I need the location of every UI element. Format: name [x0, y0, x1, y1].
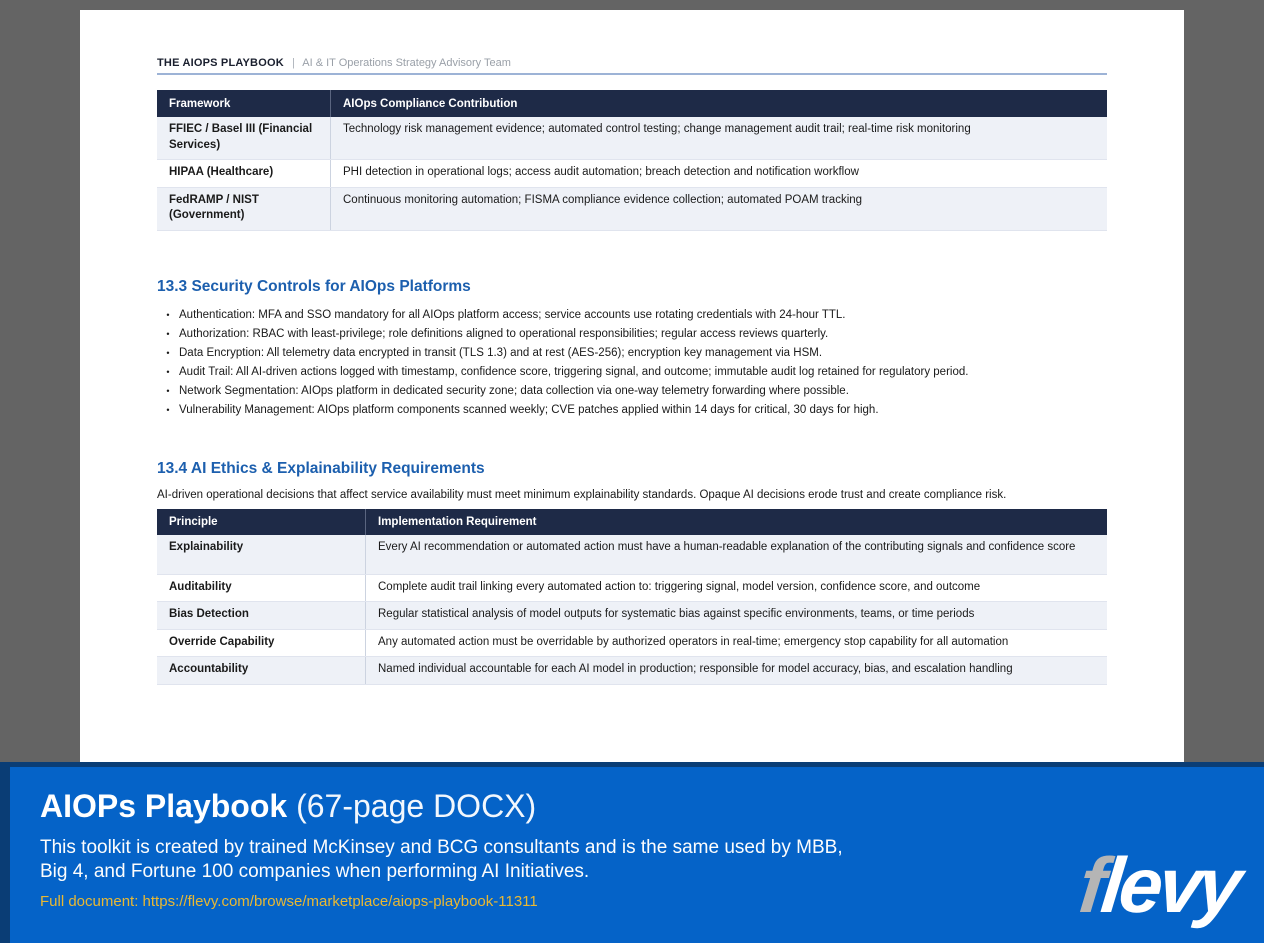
cell-requirement: Named individual accountable for each AI model in production; responsible for model accuracy, bias, and escalation handling [365, 657, 1107, 684]
running-header-subtitle: AI & IT Operations Strategy Advisory Team [302, 57, 511, 69]
security-controls-list [157, 306, 1107, 420]
cell-principle: Auditability [169, 580, 232, 593]
full-document-link[interactable]: Full document: https://flevy.com/browse/marketplace/aiops-playbook-11311 [40, 893, 538, 910]
cell-requirement: Every AI recommendation or automated action must have a human-readable explanation of the contributing signals and confidence score [365, 535, 1107, 574]
table-row [157, 117, 1107, 160]
flevy-logo [1075, 841, 1243, 929]
cell-requirement: Any automated action must be overridable by authorized operators in real-time; emergency stop capability for all automation [365, 630, 1107, 657]
promo-banner-frame [0, 762, 1264, 943]
bullet-text: Network Segmentation: AIOps platform in dedicated security zone; data collection via one-way telemetry forwarding where possible. [179, 384, 849, 397]
bullet-text: Vulnerability Management: AIOps platform components scanned weekly; CVE patches applied within 14 days for critical, 30 days for high. [179, 403, 879, 416]
cell-requirement: Regular statistical analysis of model outputs for systematic bias against specific environments, teams, or time periods [365, 602, 1107, 629]
cell-principle: Override Capability [169, 635, 275, 648]
cell-principle: Bias Detection [169, 608, 249, 620]
document-format-label: (67-page DOCX) [287, 788, 537, 824]
document-running-header [157, 57, 1107, 75]
cell-framework: FFIEC / Basel III (Financial Services) [169, 123, 313, 151]
bullet-icon: • [166, 328, 170, 339]
bullet-text: Data Encryption: All telemetry data encrypted in transit (TLS 1.3) and at rest (AES-256); encryption key management via HSM. [179, 346, 823, 359]
column-header-contribution: AIOps Compliance Contribution [330, 90, 1107, 117]
banner-description-line1: This toolkit is created by trained McKinsey and BCG consultants and is the same used by MBB, [40, 837, 843, 858]
section-intro-paragraph: AI-driven operational decisions that affect service availability must meet minimum explainability standards. Opaque AI decisions erode trust and create compliance risk. [157, 488, 1007, 501]
table-row [157, 602, 1107, 630]
cell-contribution: Continuous monitoring automation; FISMA compliance evidence collection; automated POAM tracking [330, 188, 1107, 230]
cell-framework: HIPAA (Healthcare) [169, 166, 274, 178]
section-heading-13-3: 13.3 Security Controls for AIOps Platforms [157, 277, 471, 295]
ethics-table [157, 509, 1107, 685]
cell-principle: Explainability [169, 540, 244, 553]
list-item [157, 344, 1107, 363]
table-row [157, 535, 1107, 575]
list-item [157, 363, 1107, 382]
compliance-table [157, 90, 1107, 231]
compliance-table-header [157, 90, 1107, 117]
running-header-separator: | [291, 57, 295, 69]
bullet-icon: • [166, 404, 170, 415]
list-item [157, 325, 1107, 344]
list-item [157, 401, 1107, 420]
table-row [157, 160, 1107, 188]
cell-framework: FedRAMP / NIST (Government) [169, 193, 259, 221]
banner-description-line2: Big 4, and Fortune 100 companies when performing AI Initiatives. [40, 861, 590, 882]
bullet-icon: • [166, 347, 170, 358]
bullet-icon: • [166, 366, 170, 377]
promo-banner [10, 767, 1264, 943]
table-row [157, 630, 1107, 658]
flevy-logo-levy: levy [1097, 841, 1243, 929]
bullet-text: Authentication: MFA and SSO mandatory for all AIOps platform access; service accounts use rotating credentials with 24-hour TTL. [179, 308, 846, 321]
document-page [80, 10, 1184, 762]
ethics-table-header [157, 509, 1107, 535]
table-row [157, 657, 1107, 685]
banner-title [40, 787, 1264, 825]
flevy-logo-f: f [1075, 841, 1107, 929]
bullet-text: Audit Trail: All AI-driven actions logged with timestamp, confidence score, triggering signal, and outcome; immutable audit log retained for regulatory period. [179, 365, 969, 378]
document-title: AIOPs Playbook [40, 788, 288, 824]
cell-contribution: PHI detection in operational logs; access audit automation; breach detection and notification workflow [330, 160, 1107, 187]
table-row [157, 188, 1107, 231]
bullet-icon: • [166, 309, 170, 320]
table-row [157, 575, 1107, 603]
column-header-requirement: Implementation Requirement [365, 509, 1107, 535]
cell-requirement: Complete audit trail linking every automated action to: triggering signal, model version, confidence score, and outcome [365, 575, 1107, 602]
cell-principle: Accountability [169, 663, 249, 675]
list-item [157, 382, 1107, 401]
bullet-text: Authorization: RBAC with least-privilege; role definitions aligned to operational responsibilities; regular access reviews quarterly. [179, 327, 829, 340]
cell-contribution: Technology risk management evidence; automated control testing; change management audit trail; real-time risk monitoring [330, 117, 1107, 159]
list-item [157, 306, 1107, 325]
bullet-icon: • [166, 385, 170, 396]
section-heading-13-4: 13.4 AI Ethics & Explainability Requirements [157, 459, 485, 477]
running-header-title: THE AIOPS PLAYBOOK [157, 57, 284, 69]
column-header-principle: Principle [169, 515, 218, 528]
column-header-framework: Framework [169, 97, 231, 110]
